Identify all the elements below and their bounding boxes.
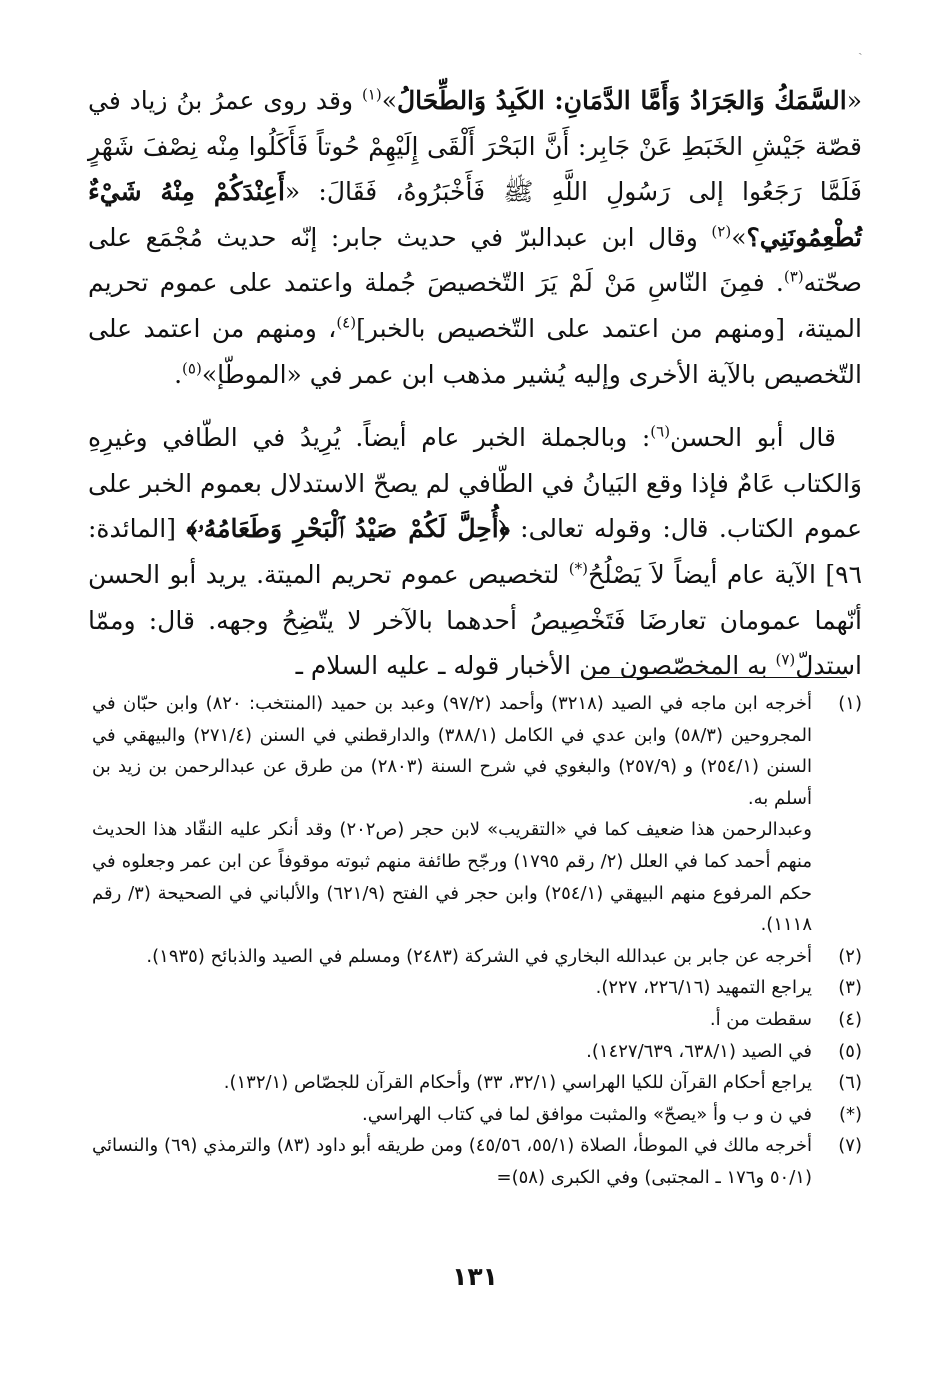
footnote-ref-7[interactable]: (٧) [775, 650, 796, 669]
footnote-ref-4[interactable]: (٤) [336, 313, 357, 332]
text-run: وقال ابن عبدالبرّ في حديث جابر: إنّه حديث مُجْمَع على صحّته [88, 222, 862, 298]
quran-verse: ﴿أُحِلَّ لَكُمْ صَيْدُ ٱلْبَحْرِ وَطَعَامُهُۥ﴾ [186, 514, 510, 544]
footnote-text: أخرجه عن جابر بن عبدالله البخاري في الشركة (٢٤٨٣) ومسلم في الصيد والذبائح (١٩٣٥). [146, 945, 812, 967]
footnote-text: يراجع التمهيد (٢٢٦/١٦، ٢٢٧). [595, 977, 812, 999]
hadith-quote: أَعِنْدَكُمْ مِنْهُ شَيْءٌ تُطْعِمُونَنِي؟ [88, 177, 862, 252]
footnote-number: (٧) [838, 1135, 862, 1157]
footnote-ref-5[interactable]: (٥) [182, 359, 202, 378]
footnote-number: (٤) [838, 1008, 862, 1030]
footnote-text: في ن و ب وأ «يصحّ» والمثبت موافق لما في كتاب الهراسي. [362, 1103, 812, 1125]
footnote-text: يراجع أحكام القرآن للكيا الهراسي (٣٢/١، ٣٣) وأحكام القرآن للجصّاص (١٣٢/١). [223, 1072, 812, 1094]
text-run: ، ومنهم من اعتمد على التّخصيص بالآية الأخرى وإليه يُشير مذهب ابن عمر في «الموطّإ» [88, 313, 862, 389]
footnote-ref-6[interactable]: (٦) [650, 422, 671, 441]
corner-mark: ˎ [858, 40, 863, 56]
footnote-number: (*) [838, 1103, 862, 1125]
footnote-ref-3[interactable]: (٣) [783, 268, 804, 287]
page-number: ١٣١ [452, 1262, 498, 1291]
text-run: وقد روى عمرُ بنُ زياد في قصّة جَيْشِ الخَبَطِ عَنْ جَابِر: أَنَّ البَحْرَ أَلْقَى إِلَيْهِمْ حُوتاً فَأَكَلُوا مِنْه نِصْفَ شَهْرٍ فَلَمَّا رَجَعُوا إلى رَسُولِ اللَّهِ ﷺ فَأَخْبَرُوهُ، فَقَالَ: « [88, 86, 862, 207]
footnote-number: (٥) [838, 1040, 862, 1062]
footnote-number: (١) [838, 693, 862, 714]
main-text [88, 78, 862, 689]
footnotes [92, 688, 862, 1194]
footnote-text: أخرجه ابن ماجه في الصيد (٣٢١٨) وأحمد (٩٧/٢) وعبد بن حميد (المنتخب: ٨٢٠) وابن حبّان في المجروحين (٥٨/٣) وابن عدي في الكامل (٣٨٨/١) والدارقطني في السنن (٢٧١/٤) والبيهقي في السنن (٢٥٤/١) و (٢٥٧/٩) والبغوي في شرح السنة (٢٨٠٣) من طرق عن عبدالرحمن بن زيد بن أسلم به. [92, 693, 813, 809]
footnote-item [92, 1099, 862, 1131]
text-run: : وبالجملة الخبر عام أيضاً. يُرِيدُ في الطّافي وغيرِهِ وَالكتاب عَامٌ فإذا وقع البَيانُ في الطّافي لم يصحّ الاستدلال بعموم الخبر على عموم الكتاب. قال: وقوله تعالى: [88, 423, 863, 544]
footnote-item [92, 972, 862, 1004]
footnote-item [92, 1067, 862, 1099]
footnote-ref-2[interactable]: (٢) [711, 222, 732, 241]
text-run: . فمِنَ النّاسِ مَنْ لَمْ يَرَ التّخصيصَ جُملة واعتمد على عموم تحريم الميتة، [ومنهم من اعتمد على التّخصيص بالخبر] [88, 268, 862, 343]
text-run: » [731, 222, 747, 252]
footnote-text: سقطت من أ. [709, 1008, 812, 1030]
text-run: قال أبو الحسن [670, 423, 836, 453]
paragraph-2 [88, 415, 862, 689]
hadith-quote: السَّمَكُ وَالجَرَادُ وَأَمَّا الدَّمَانِ: الكَبِدُ وَالطِّحَالُ [397, 86, 847, 115]
footnote-item [92, 688, 862, 814]
footnote-item [92, 1036, 862, 1068]
footnote-number: (٦) [838, 1072, 862, 1094]
footnote-item [92, 1130, 862, 1193]
text-run: « [846, 86, 862, 115]
footnote-divider [590, 677, 847, 678]
footnote-item [92, 1004, 862, 1036]
footnote-ref-star[interactable]: (*) [568, 559, 588, 578]
footnote-ref-1[interactable]: (١) [361, 85, 382, 104]
text-run: [المائدة: ٩٦] الآية عام أيضاً لاَ يَصْلُحُ [88, 514, 863, 589]
footnote-number: (٢) [838, 945, 862, 967]
footnote-item [92, 814, 862, 940]
paragraph-1 [88, 78, 862, 397]
footnote-number: (٣) [838, 977, 862, 999]
footnote-text: وعبدالرحمن هذا ضعيف كما في «التقريب» لابن حجر (ص٢٠٢) وقد أنكر عليه النقّاد هذا الحديث منهم أحمد كما في العلل (٢/ رقم ١٧٩٥) ورجّح طائفة منهم ثبوته موقوفاً عن ابن عمر وجعلوه في حكم المرفوع منهم البيهقي (٢٥٤/١) وابن حجر في الفتح (٦٢١/٩) والألباني في الصحيحة (٣/ رقم ١١١٨). [92, 819, 813, 936]
footnote-text: في الصيد (٦٣٨/١، ١٤٢٧/٦٣٩). [586, 1040, 812, 1062]
text-run: . [174, 359, 183, 389]
footnote-item [92, 941, 862, 973]
text-run: لتخصيص عموم تحريم الميتة. يريد أبو الحسن أنّهما عمومان تعارضَا فَتَخْصِيصُ أحدهما بالآخر لا يتّضِحُ وجهه. قال: وممّا استدلّ [88, 559, 862, 681]
text-run: » [381, 86, 398, 115]
footnote-text: أخرجه مالك في الموطأ، الصلاة (٥٥/١، ٤٥/٥٦) ومن طريقه أبو داود (٨٣) والترمذي (٦٩) والنسائي (٥٠/١ و١٧٦ ـ المجتبى) وفي الكبرى (٥٨)= [92, 1135, 812, 1188]
text-run: به المخصّصون من الأخبار قوله ـ عليه السلام ـ [295, 651, 776, 681]
